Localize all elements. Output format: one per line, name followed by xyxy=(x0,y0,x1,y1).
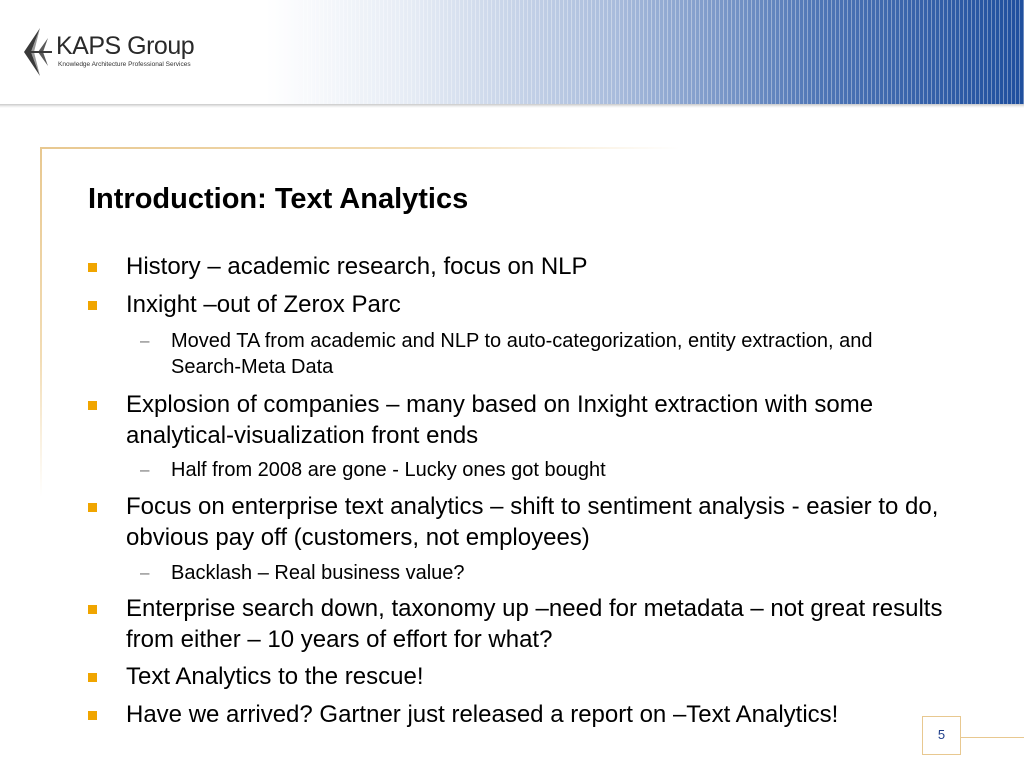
sub-bullet-dash: – xyxy=(140,331,150,350)
page-number-rule xyxy=(960,737,1024,738)
sub-bullet-text: Backlash – Real business value? xyxy=(171,562,465,584)
sub-bullet-dash: – xyxy=(140,460,150,479)
bullet-marker xyxy=(88,711,97,720)
bullet-text: Explosion of companies – many based on Inxight extraction with some analytical-visualization front ends xyxy=(126,391,874,449)
bullet-text: Inxight –out of Zerox Parc xyxy=(126,291,401,318)
bullet-text: Enterprise search down, taxonomy up –need for metadata – not great results from either – 10 years of effort for what? xyxy=(126,595,943,653)
header-rule xyxy=(0,104,1024,108)
slide-title: Introduction: Text Analytics xyxy=(88,183,469,215)
bullet-marker xyxy=(88,401,97,410)
bullet-text: Have we arrived? Gartner just released a report on –Text Analytics! xyxy=(126,701,839,728)
bullet-text: History – academic research, focus on NLP xyxy=(126,253,588,280)
bullet-marker xyxy=(88,301,97,310)
content-frame-top xyxy=(40,147,680,149)
bullet-marker xyxy=(88,503,97,512)
logo-tagline: Knowledge Architecture Professional Services xyxy=(58,61,191,68)
bullet-marker xyxy=(88,263,97,272)
header-stripes xyxy=(300,0,1024,104)
sub-bullet-text: Half from 2008 are gone - Lucky ones got bought xyxy=(171,459,606,481)
sub-bullet-dash: – xyxy=(140,563,150,582)
bullet-marker xyxy=(88,605,97,614)
page-number: 5 xyxy=(937,727,946,742)
sub-bullet-text: Moved TA from academic and NLP to auto-categorization, entity extraction, and Search-Meta Data xyxy=(171,330,873,378)
bullet-text: Text Analytics to the rescue! xyxy=(126,663,424,690)
page-number-box xyxy=(922,716,961,755)
logo-name: KAPS Group xyxy=(56,32,195,60)
bullet-text: Focus on enterprise text analytics – shift to sentiment analysis - easier to do, obvious pay off (customers, not employees) xyxy=(126,493,939,551)
content-frame-left xyxy=(40,147,42,497)
kaps-logo-mark-icon xyxy=(20,24,60,80)
kaps-group-logo xyxy=(20,24,220,84)
bullet-marker xyxy=(88,673,97,682)
